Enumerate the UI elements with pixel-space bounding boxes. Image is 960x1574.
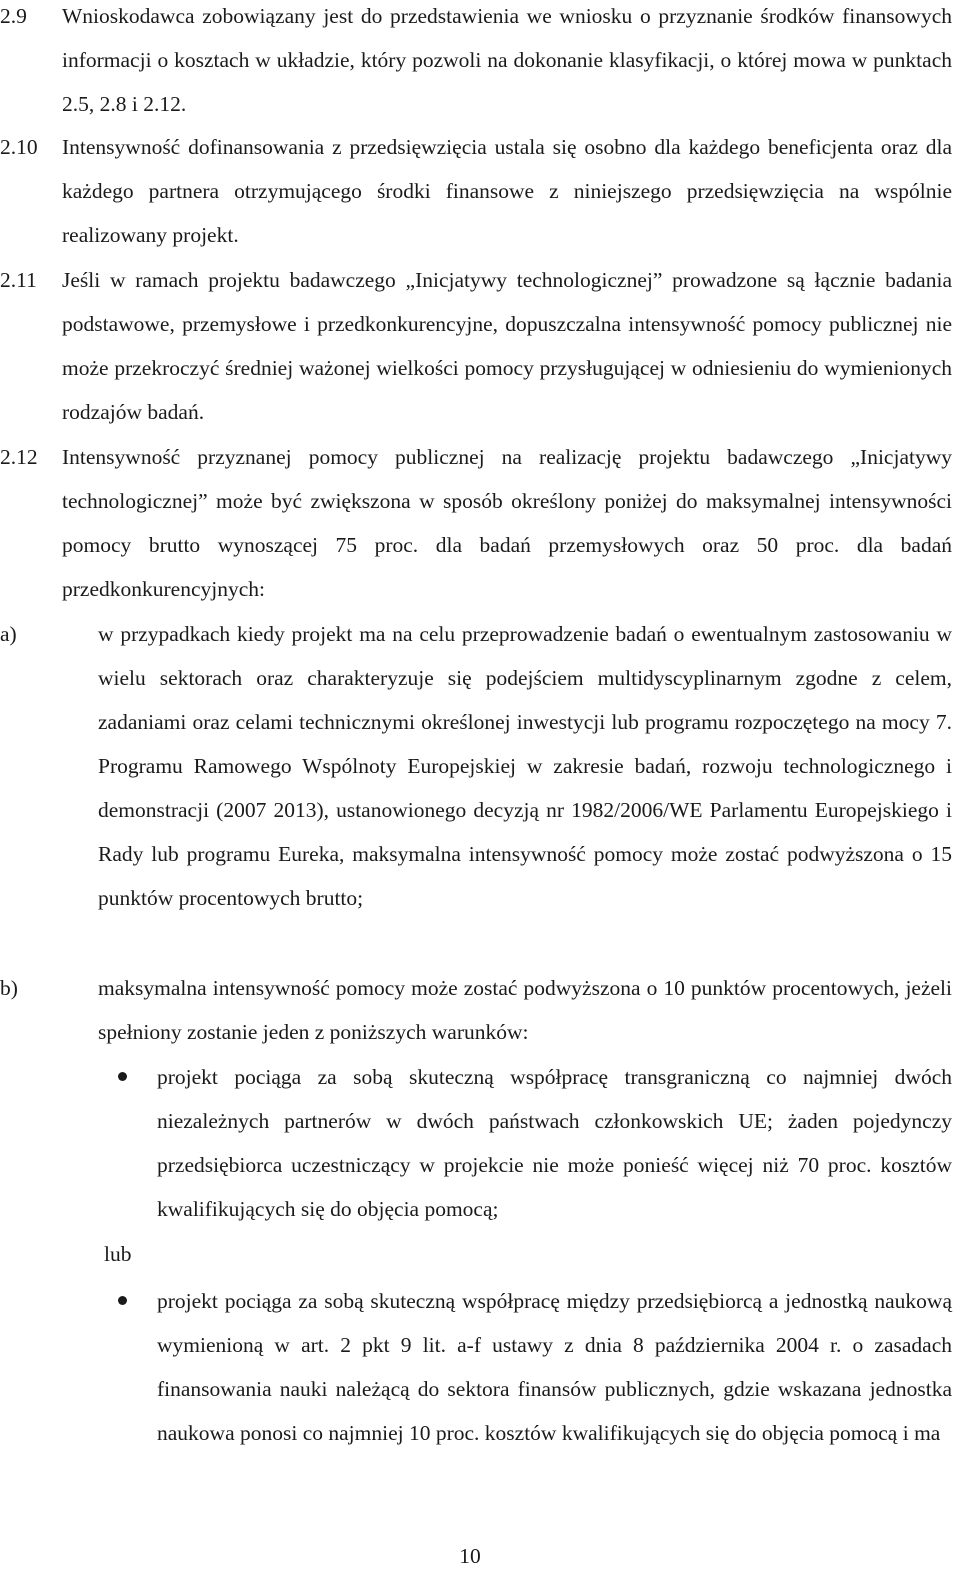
connector-lub: lub [104, 1242, 132, 1266]
subitem-label: a) [0, 622, 17, 646]
bullet-text: projekt pociąga za sobą skuteczną współpracę transgraniczną co najmniej dwóch niezależnych partnerów w dwóch państwach członkowskich UE; żaden pojedynczy przedsiębiorca uczestniczący w projekcie nie może ponieść więcej niż 70 proc. kosztów kwalifikujących się do objęcia pomocą; [157, 1065, 952, 1221]
bullet-icon [118, 1296, 127, 1305]
section-number: 2.9 [0, 4, 27, 28]
section-text: Jeśli w ramach projektu badawczego „Inicjatywy technologicznej” prowadzone są łącznie badania podstawowe, przemysłowe i przedkonkurencyjne, dopuszczalna intensywność pomocy publicznej nie może przekroczyć średniej ważonej wielkości pomocy przysługującej w odniesieniu do wymienionych rodzajów badań. [62, 268, 952, 424]
bullet-icon [118, 1072, 127, 1081]
page-number: 10 [459, 1544, 481, 1568]
subitem-text: maksymalna intensywność pomocy może zostać podwyższona o 10 punktów procentowych, jeżeli spełniony zostanie jeden z poniższych warunków: [98, 976, 952, 1044]
section-number: 2.10 [0, 135, 38, 159]
section-number: 2.12 [0, 445, 38, 469]
section-text: Intensywność przyznanej pomocy publicznej na realizację projektu badawczego „Inicjatywy technologicznej” może być zwiększona w sposób określony poniżej do maksymalnej intensywności pomocy brutto wynoszącej 75 proc. dla badań przemysłowych oraz 50 proc. dla badań przedkonkurencyjnych: [62, 445, 952, 601]
subitem-label: b) [0, 976, 18, 1000]
section-number: 2.11 [0, 268, 37, 292]
section-text: Wnioskodawca zobowiązany jest do przedstawienia we wniosku o przyznanie środków finansowych informacji o kosztach w układzie, który pozwoli na dokonanie klasyfikacji, o której mowa w punktach 2.5, 2.8 i 2.12. [62, 4, 952, 116]
bullet-text: projekt pociąga za sobą skuteczną współpracę między przedsiębiorcą a jednostką naukową wymienioną w art. 2 pkt 9 lit. a-f ustawy z dnia 8 października 2004 r. o zasadach finansowania nauki należącą do sektora finansów publicznych, gdzie wskazana jednostka naukowa ponosi co najmniej 10 proc. kosztów kwalifikujących się do objęcia pomocą i ma [157, 1289, 952, 1445]
section-text: Intensywność dofinansowania z przedsięwzięcia ustala się osobno dla każdego beneficjenta oraz dla każdego partnera otrzymującego środki finansowe z niniejszego przedsięwzięcia na wspólnie realizowany projekt. [62, 135, 952, 247]
subitem-text: w przypadkach kiedy projekt ma na celu przeprowadzenie badań o ewentualnym zastosowaniu w wielu sektorach oraz charakteryzuje się podejściem multidyscyplinarnym zgodne z celem, zadaniami oraz celami technicznymi określonej inwestycji lub programu rozpoczętego na mocy 7. Programu Ramowego Wspólnoty Europejskiej w zakresie badań, rozwoju technologicznego i demonstracji (2007 2013), ustanowionego decyzją nr 1982/2006/WE Parlamentu Europejskiego i Rady lub programu Eureka, maksymalna intensywność pomocy może zostać podwyższona o 15 punktów procentowych brutto; [98, 622, 952, 910]
